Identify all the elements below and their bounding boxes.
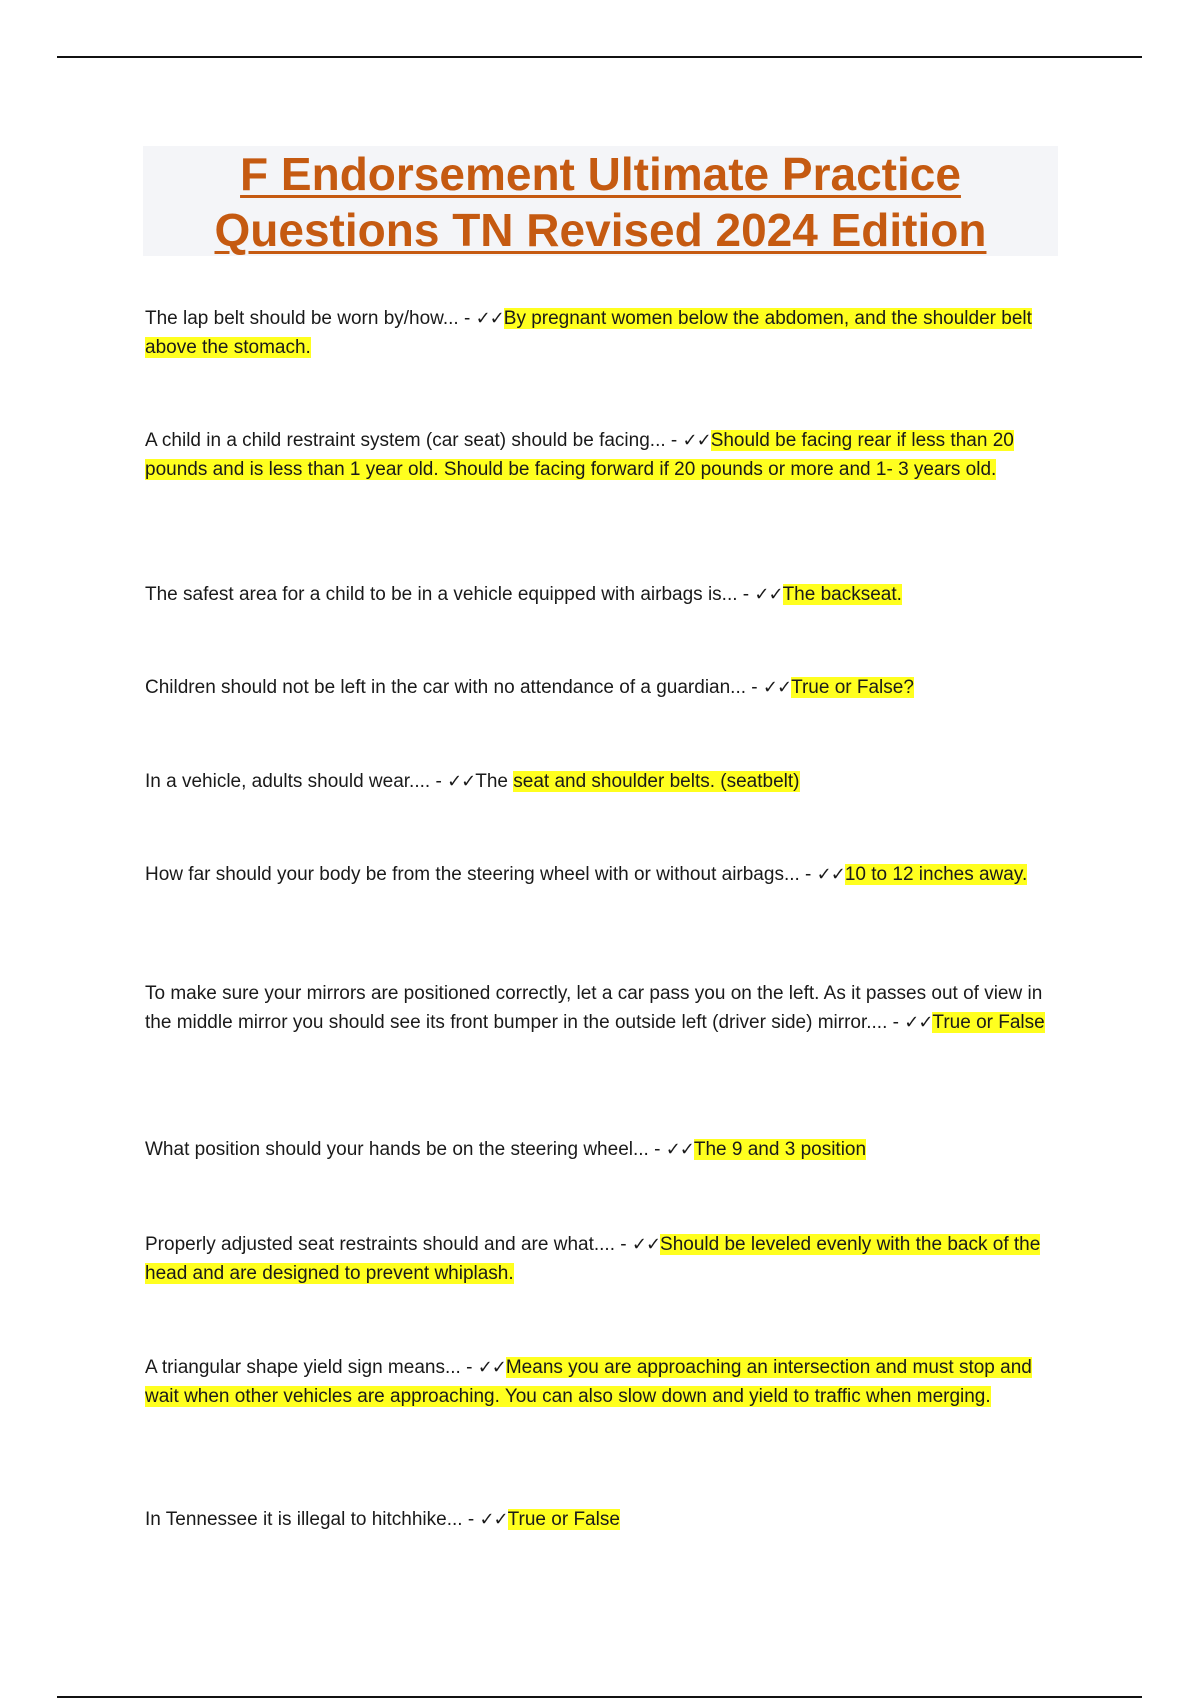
document-title-line-1: F Endorsement Ultimate Practice [240,148,961,200]
question-text: What position should your hands be on the steering wheel... - [145,1139,666,1160]
answer-text: The backseat. [782,584,902,605]
check-mark-icon: ✓✓ [682,430,711,451]
answer-text: Should be leveled evenly with the back of the head and are designed to prevent whiplash. [145,1234,1041,1284]
qa-item-4 [145,673,1060,702]
question-text: To make sure your mirrors are positioned correctly, let a car pass you on the left. As it passes out of view in the middle mirror you should see its front bumper in the outside left (driver side) mirror.... - [145,983,1043,1033]
answer-text: Should be facing rear if less than 20 pounds and is less than 1 year old. Should be facing forward if 20 pounds or more and 1- 3 years old. [145,430,1014,480]
check-mark-icon: ✓✓ [762,677,792,698]
qa-item-7 [145,979,1060,1037]
answer-text: Means you are approaching an intersection and must stop and wait when other vehicles are approaching. You can also slow down and yield to traffic when merging. [145,1357,1032,1407]
top-rule [57,56,1142,58]
bottom-rule [57,1696,1142,1698]
check-mark-icon: ✓✓ [754,584,783,605]
question-text: Properly adjusted seat restraints should and are what.... - [145,1234,632,1255]
check-mark-icon: ✓✓ [665,1139,694,1160]
check-mark-icon: ✓✓ [477,1357,506,1378]
check-mark-icon: ✓✓ [475,308,504,329]
qa-item-3 [145,580,1060,609]
check-mark-icon: ✓✓ [479,1509,508,1530]
qa-item-9 [145,1230,1060,1288]
answer-text: 10 to 12 inches away. [844,864,1028,885]
question-text: Children should not be left in the car with no attendance of a guardian... - [145,677,763,698]
qa-item-11 [145,1505,1060,1534]
question-text: The safest area for a child to be in a vehicle equipped with airbags is... - [145,584,755,605]
answer-text: seat and shoulder belts. (seatbelt) [513,771,800,792]
answer-text: The 9 and 3 position [693,1139,867,1160]
question-text: How far should your body be from the steering wheel with or without airbags... - [145,864,817,885]
document-title-line-2: Questions TN Revised 2024 Edition [214,204,987,256]
check-mark-icon: ✓✓ [904,1012,933,1033]
qa-item-1 [145,304,1060,362]
qa-item-8 [145,1135,1060,1164]
question-text: The lap belt should be worn by/how... - [145,308,476,329]
qa-item-10 [145,1353,1060,1411]
check-mark-icon: ✓✓ [816,864,845,885]
qa-item-6 [145,860,1060,889]
check-mark-icon: ✓✓ [447,771,476,792]
question-text: A triangular shape yield sign means... - [145,1357,478,1378]
question-text: In a vehicle, adults should wear.... - [145,771,448,792]
check-mark-icon: ✓✓ [631,1234,661,1255]
question-text: In Tennessee it is illegal to hitchhike... - [145,1509,480,1530]
answer-text: By pregnant women below the abdomen, and the shoulder belt above the stomach. [145,308,1032,358]
qa-item-2 [145,426,1060,484]
document-title-box [143,146,1058,256]
question-text: A child in a child restraint system (car seat) should be facing... - [145,430,683,451]
answer-text: True or False [932,1012,1045,1033]
answer-prefix: The [475,771,514,792]
qa-item-5 [145,767,1060,796]
answer-text: True or False? [791,677,914,698]
answer-text: True or False [507,1509,620,1530]
